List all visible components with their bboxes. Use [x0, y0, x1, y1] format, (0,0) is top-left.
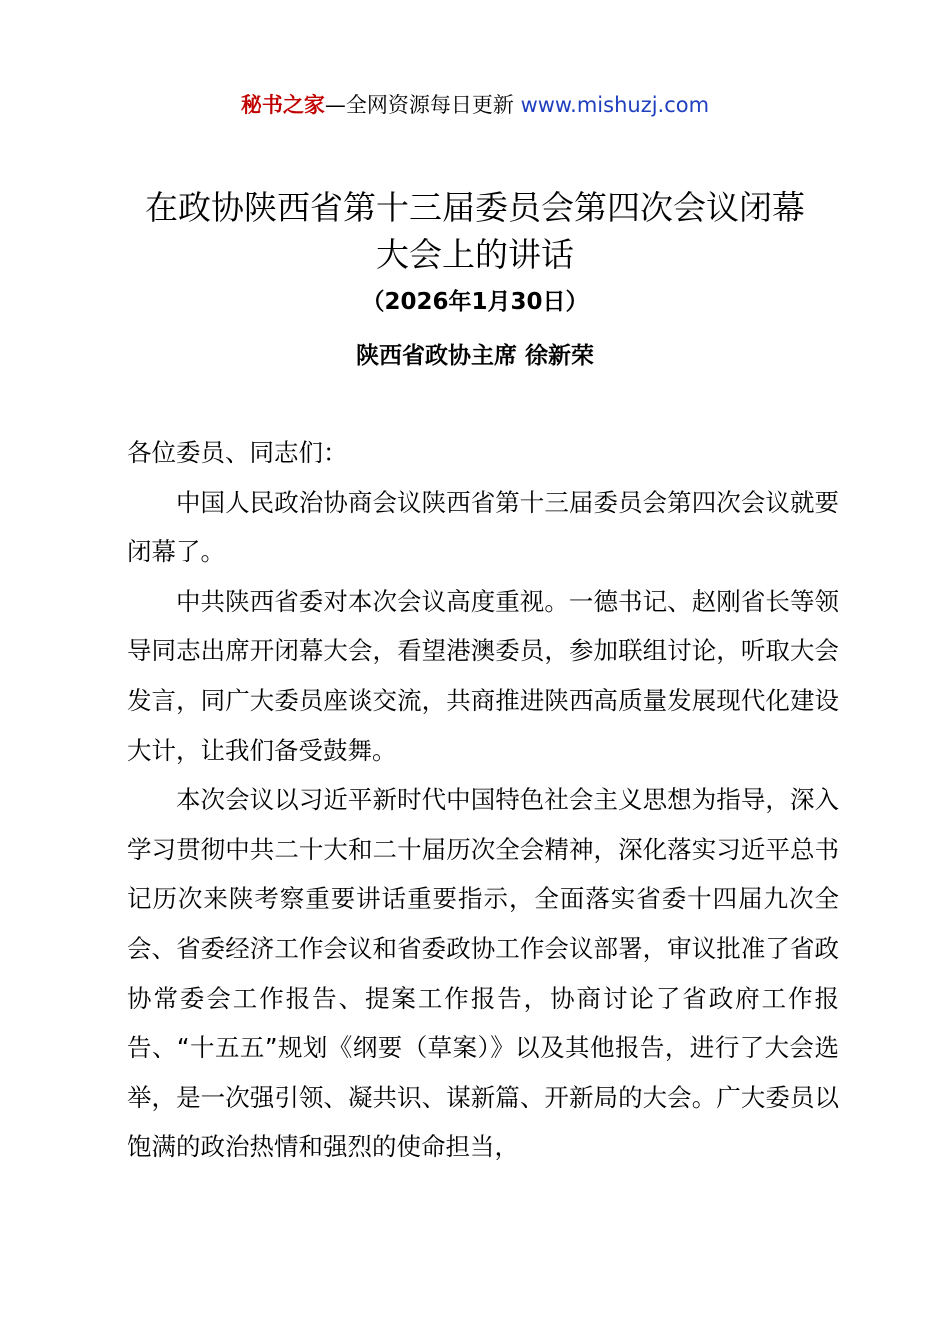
document-date: （2026年1月30日）	[361, 289, 589, 315]
paragraph: 本次会议以习近平新时代中国特色社会主义思想为指导，深入学习贯彻中共二十大和二十届历次全会精神，深化落实习近平总书记历次来陕考察重要讲话重要指示，全面落实省委十四届九次全会、省委经济工作会议和省委政协工作会议部署，审议批准了省政协常委会工作报告、提案工作报告，协商讨论了省政府工作报告、“十五五”规划《纲要（草案）》以及其他报告，进行了大会选举，是一次强引领、凝共识、谋新篇、开新局的大会。广大委员以饱满的政治热情和强烈的使命担当，	[127, 785, 839, 1162]
document-title	[100, 184, 850, 278]
document-body	[127, 428, 839, 1172]
header-tagline: —全网资源每日更新	[324, 93, 521, 117]
paragraph: 中共陕西省委对本次会议高度重视。一德书记、赵刚省长等领导同志出席开闭幕大会，看望港澳委员，参加联组讨论，听取大会发言，同广大委员座谈交流，共商推进陕西高质量发展现代化建设大计，让我们备受鼓舞。	[127, 586, 839, 765]
title-line-2: 大会上的讲话	[376, 235, 574, 274]
site-header	[0, 88, 950, 122]
paragraph: 中国人民政治协商会议陕西省第十三届委员会第四次会议就要闭幕了。	[127, 487, 839, 567]
title-line-1: 在政协陕西省第十三届委员会第四次会议闭幕	[145, 188, 805, 227]
salutation: 各位委员、同志们：	[127, 438, 348, 467]
brand-name: 秘书之家	[240, 93, 325, 117]
document-author: 陕西省政协主席 徐新荣	[355, 343, 594, 369]
site-url-link[interactable]: www.mishuzj.com	[520, 93, 710, 117]
